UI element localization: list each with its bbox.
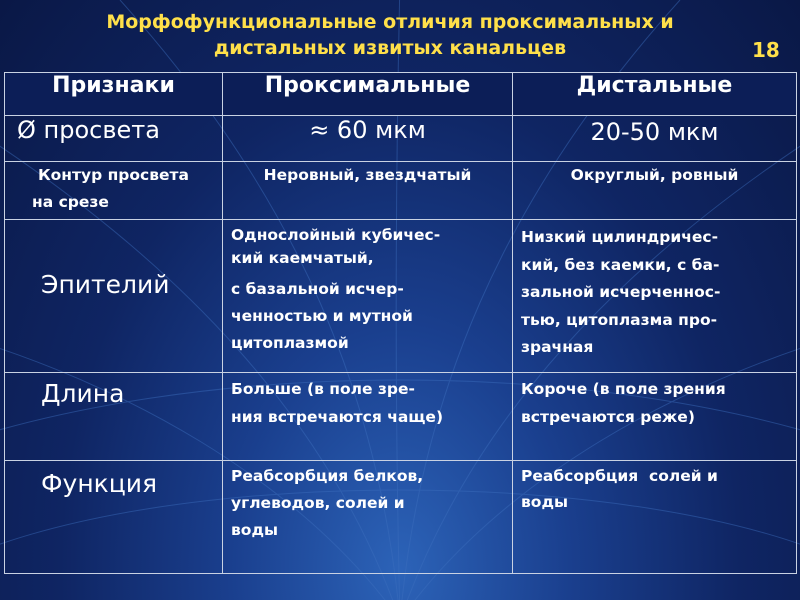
header-proximal: Проксимальные xyxy=(223,73,513,116)
table-row-diameter xyxy=(5,116,797,162)
distal-contour: Округлый, ровный xyxy=(513,162,797,220)
distal-epithelium-line-4: тью, цитоплазма про- xyxy=(521,310,718,329)
sign-contour-line-2: на срезе xyxy=(32,193,109,211)
distal-epithelium xyxy=(513,220,797,373)
sign-diameter: Ø просвета xyxy=(5,116,223,162)
proximal-function-line-1: Реабсорбция белков, xyxy=(231,467,424,485)
distal-epithelium-line-5: зрачная xyxy=(521,338,594,356)
distal-epithelium-line-3: зальной исчерченнос- xyxy=(521,283,721,301)
proximal-epithelium-line-3: с базальной исчер- xyxy=(231,280,404,298)
comparison-table xyxy=(4,72,797,574)
sign-contour-line-1: Контур просвета xyxy=(37,166,189,184)
distal-length xyxy=(513,373,797,461)
proximal-diameter: ≈ 60 мкм xyxy=(223,116,513,162)
distal-length-line-1: Короче (в поле зрения xyxy=(521,380,726,398)
sign-epithelium: Эпителий xyxy=(5,220,223,373)
proximal-contour: Неровный, звездчатый xyxy=(223,162,513,220)
header-signs: Признаки xyxy=(5,73,223,116)
page-title xyxy=(40,9,740,61)
table-row-epithelium xyxy=(5,220,797,373)
proximal-epithelium-line-1: Однослойный кубичес- xyxy=(231,226,441,244)
distal-epithelium-line-2: кий, без каемки, с ба- xyxy=(521,255,720,274)
sign-function: Функция xyxy=(5,461,223,574)
table-row-length xyxy=(5,373,797,461)
title-line-2: дистальных извитых канальцев xyxy=(213,37,567,59)
distal-function-line-1: Реабсорбция солей и xyxy=(521,467,718,485)
table-row-contour xyxy=(5,162,797,220)
proximal-length-line-1: Больше (в поле зре- xyxy=(231,380,415,398)
distal-function-line-2: воды xyxy=(521,493,568,511)
slide-number: 18 xyxy=(752,38,780,62)
distal-diameter: 20-50 мкм xyxy=(513,116,797,162)
distal-length-line-2: встречаются реже) xyxy=(521,408,695,426)
table-header-row xyxy=(5,73,797,116)
proximal-epithelium xyxy=(223,220,513,373)
distal-epithelium-line-1: Низкий цилиндричес- xyxy=(521,228,718,246)
distal-function xyxy=(513,461,797,574)
proximal-function-line-3: воды xyxy=(231,521,278,539)
proximal-length xyxy=(223,373,513,461)
proximal-function xyxy=(223,461,513,574)
table-row-function xyxy=(5,461,797,574)
proximal-length-line-2: ния встречаются чаще) xyxy=(231,408,444,426)
title-line-1: Морфофункциональные отличия проксимальных и xyxy=(106,11,674,33)
sign-contour xyxy=(5,162,223,220)
proximal-function-line-2: углеводов, солей и xyxy=(231,494,405,512)
proximal-epithelium-line-4: ченностью и мутной xyxy=(231,307,413,325)
header-distal: Дистальные xyxy=(513,73,797,116)
proximal-epithelium-line-2: кий каемчатый, xyxy=(231,249,374,267)
sign-length: Длина xyxy=(5,373,223,461)
proximal-epithelium-line-5: цитоплазмой xyxy=(231,334,349,352)
